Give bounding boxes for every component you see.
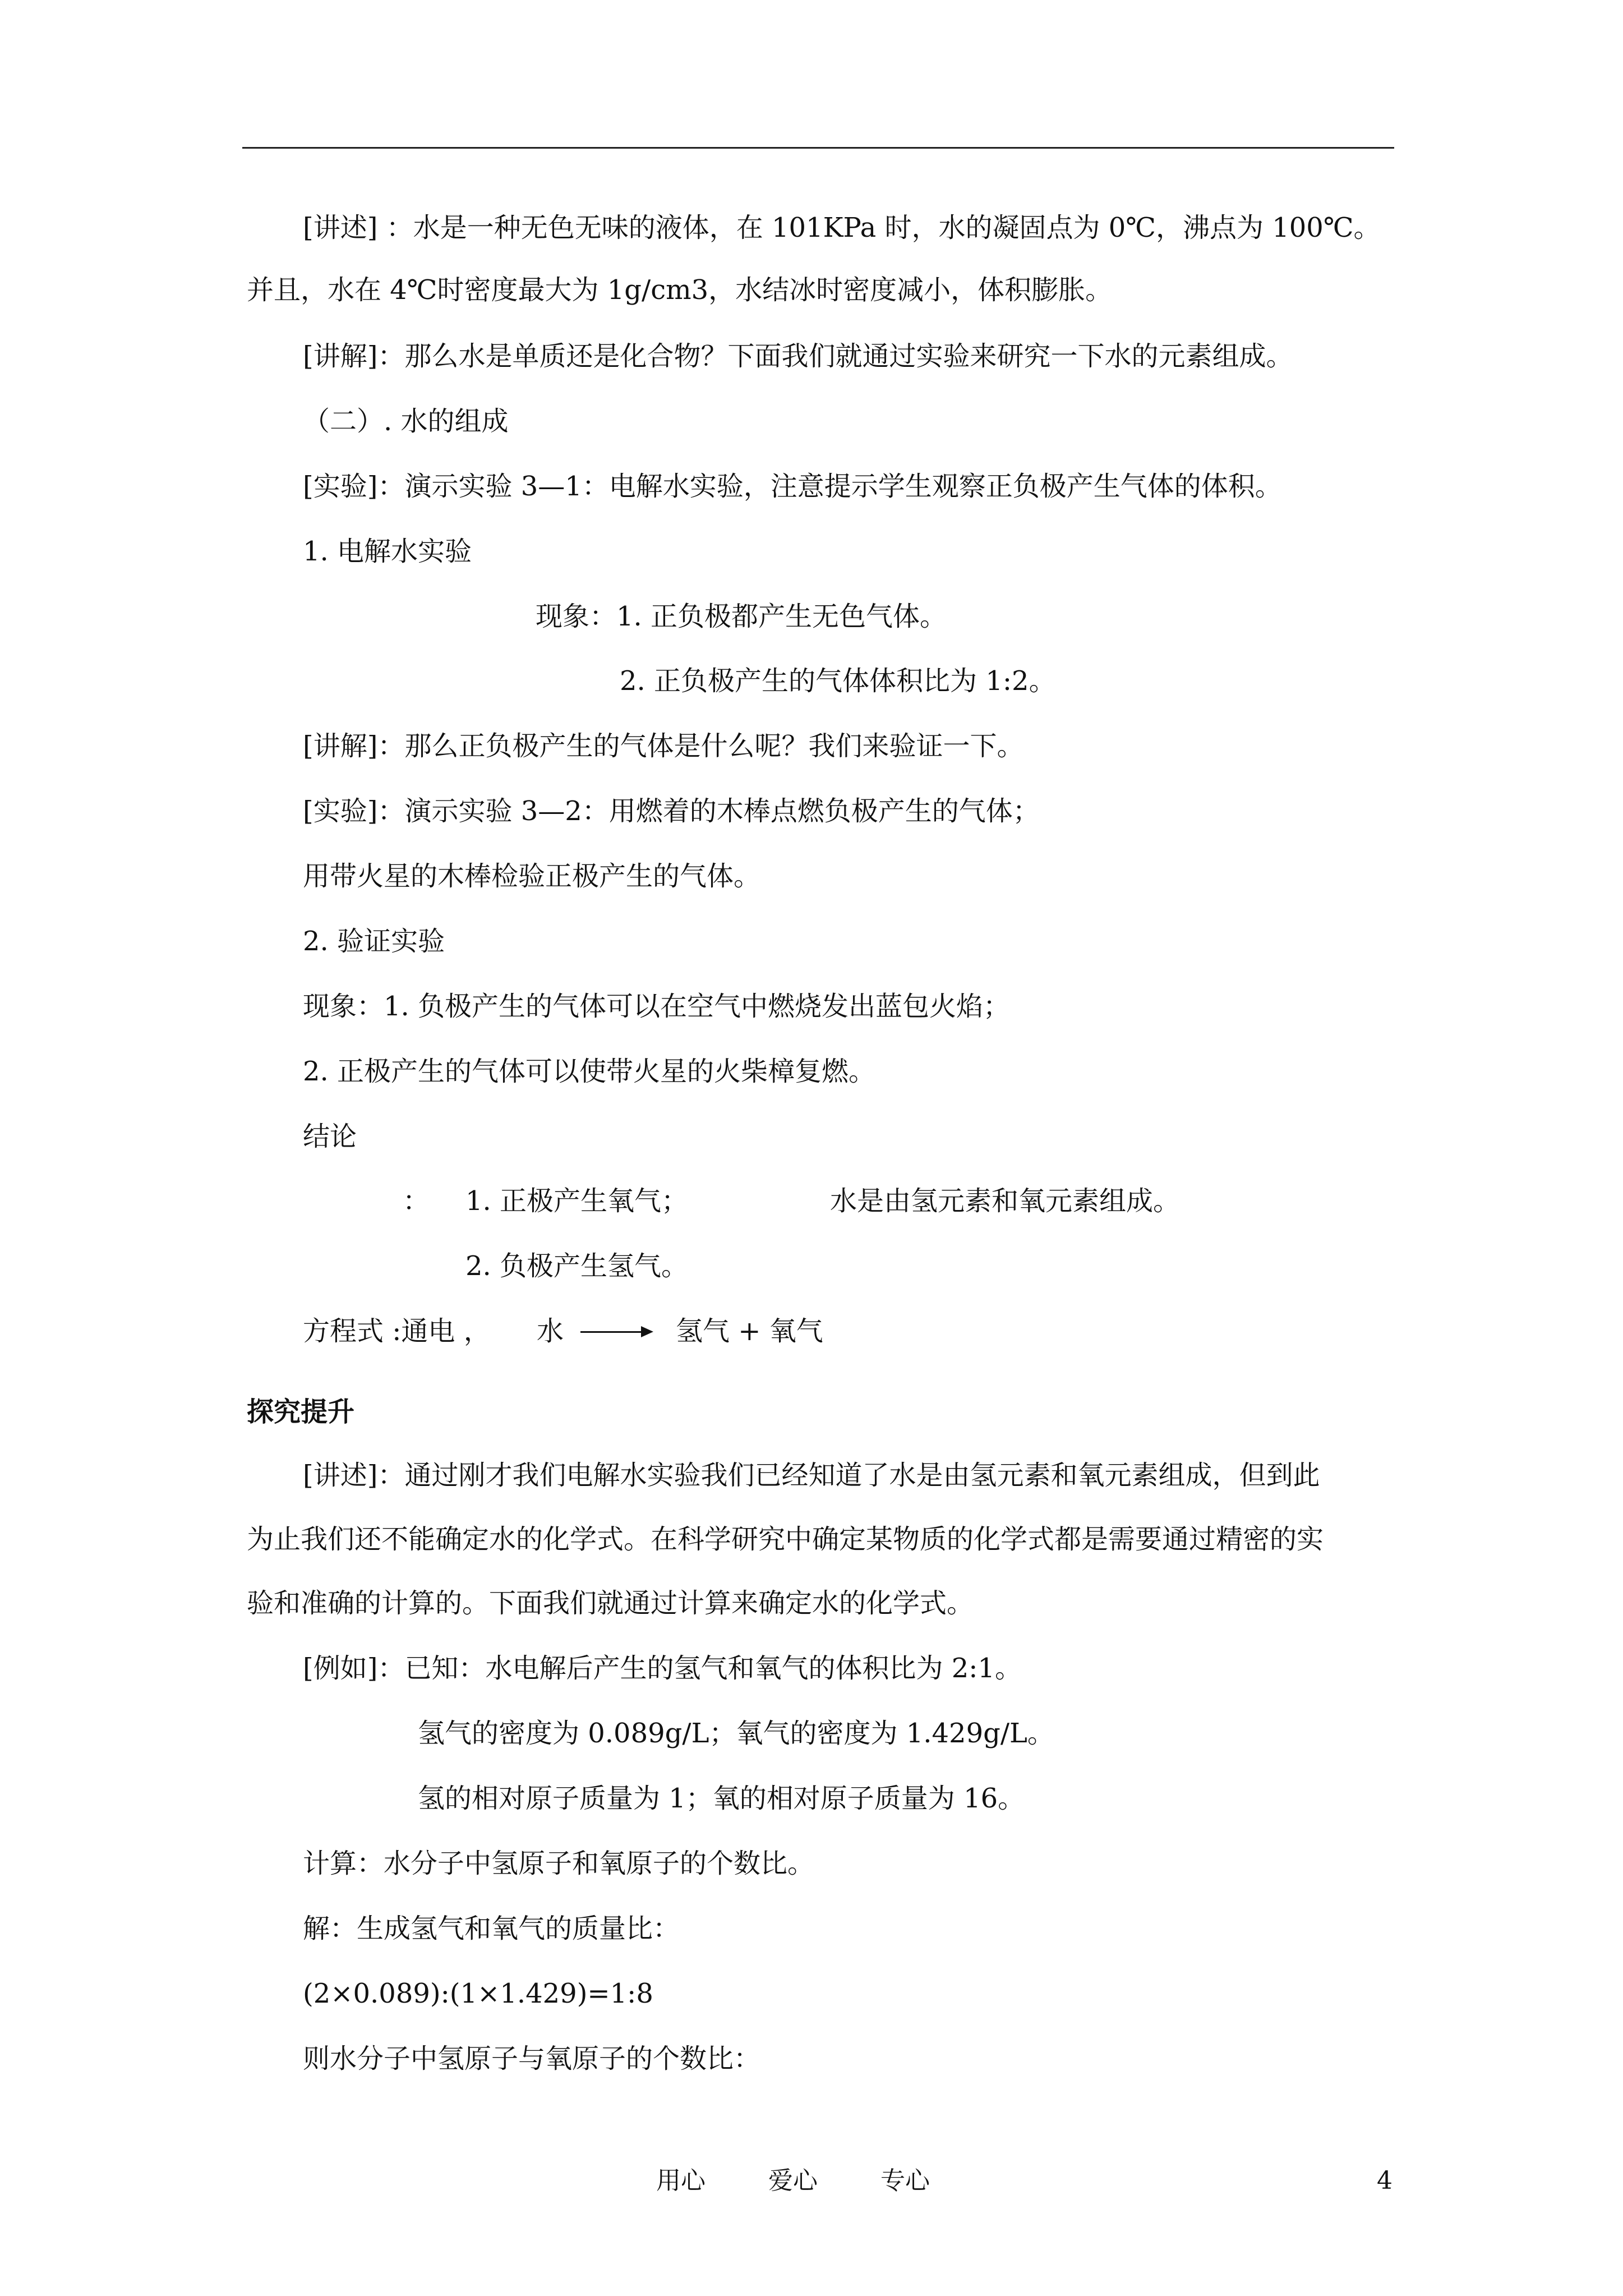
- paragraph-line: [例如]：已知：水电解后产生的氢气和氧气的体积比为 2:1。: [303, 1653, 1022, 1684]
- page-number: 4: [1377, 2166, 1393, 2195]
- paragraph-line: 则水分子中氢原子与氧原子的个数比：: [303, 2043, 761, 2074]
- paragraph-line: 2. 正负极产生的气体体积比为 1:2。: [620, 665, 1056, 697]
- paragraph-line: 为止我们还不能确定水的化学式。在科学研究中确定某物质的化学式都是需要通过精密的实: [247, 1524, 1324, 1555]
- paragraph-line: [实验]：演示实验 3—1：电解水实验，注意提示学生观察正负极产生气体的体积。: [303, 471, 1282, 502]
- paragraph-line: 2. 正极产生的气体可以使带火星的火柴樟复燃。: [303, 1056, 876, 1087]
- paragraph-line: 并且，水在 4℃时密度最大为 1g/cm3，水结冰时密度减小，体积膨胀。: [247, 274, 1113, 306]
- footer-motto-1: 用心: [656, 2166, 706, 2195]
- paragraph-line: 氢气的密度为 0.089g/L；氧气的密度为 1.429g/L。: [418, 1718, 1054, 1749]
- paragraph-line: 2. 负极产生氢气。: [465, 1250, 689, 1282]
- paragraph-line: [实验]：演示实验 3—2：用燃着的木棒点燃负极产生的气体；: [303, 795, 1040, 827]
- paragraph-line: ：: [403, 1185, 430, 1217]
- paragraph-line: 现象：1. 正负极都产生无色气体。: [536, 601, 947, 632]
- paragraph-line: [讲解]：那么水是单质还是化合物？下面我们就通过实验来研究一下水的元素组成。: [303, 341, 1293, 372]
- paragraph-line: 水是由氢元素和氧元素组成。: [830, 1185, 1181, 1217]
- footer-motto-3: 专心: [880, 2166, 930, 2195]
- paragraph-line: [讲述] ：水是一种无色无味的液体，在 101KPa 时，水的凝固点为 0℃，沸点为 100℃。: [303, 212, 1381, 243]
- paragraph-line: 用带火星的木棒检验正极产生的气体。: [303, 861, 761, 892]
- header-rule: [242, 147, 1394, 149]
- paragraph-line: 氢的相对原子质量为 1；氧的相对原子质量为 16。: [418, 1783, 1025, 1814]
- paragraph-line: 1. 正极产生氧气；: [465, 1185, 689, 1217]
- paragraph-line: 结论: [303, 1121, 357, 1152]
- reaction-arrow: [580, 1331, 643, 1333]
- paragraph-line: 1. 电解水实验: [303, 536, 472, 567]
- paragraph-line: [讲解]：那么正负极产生的气体是什么呢？我们来验证一下。: [303, 730, 1024, 762]
- paragraph-line: (2×0.089):(1×1.429)=1:8: [303, 1978, 653, 2009]
- paragraph-line: 解：生成氢气和氧气的质量比：: [303, 1913, 680, 1944]
- footer-motto-2: 爱心: [768, 2166, 818, 2195]
- paragraph-line: [讲述]：通过刚才我们电解水实验我们已经知道了水是由氢元素和氧元素组成，但到此: [303, 1460, 1320, 1491]
- paragraph-line: 现象：1. 负极产生的气体可以在空气中燃烧发出蓝包火焰；: [303, 991, 1011, 1022]
- equation-products: 氢气 + 氧气: [676, 1315, 823, 1347]
- arrow-head-icon: [641, 1326, 653, 1337]
- paragraph-line: 2. 验证实验: [303, 926, 445, 957]
- equation-prefix: 方程式 :通电 ，: [303, 1315, 491, 1347]
- paragraph-line: 计算：水分子中氢原子和氧原子的个数比。: [303, 1848, 815, 1879]
- section-heading: 探究提升: [247, 1396, 355, 1428]
- section-title: （二）. 水的组成: [303, 406, 509, 437]
- paragraph-line: 验和准确的计算的。下面我们就通过计算来确定水的化学式。: [247, 1588, 974, 1619]
- equation-reactant: 水: [537, 1315, 564, 1347]
